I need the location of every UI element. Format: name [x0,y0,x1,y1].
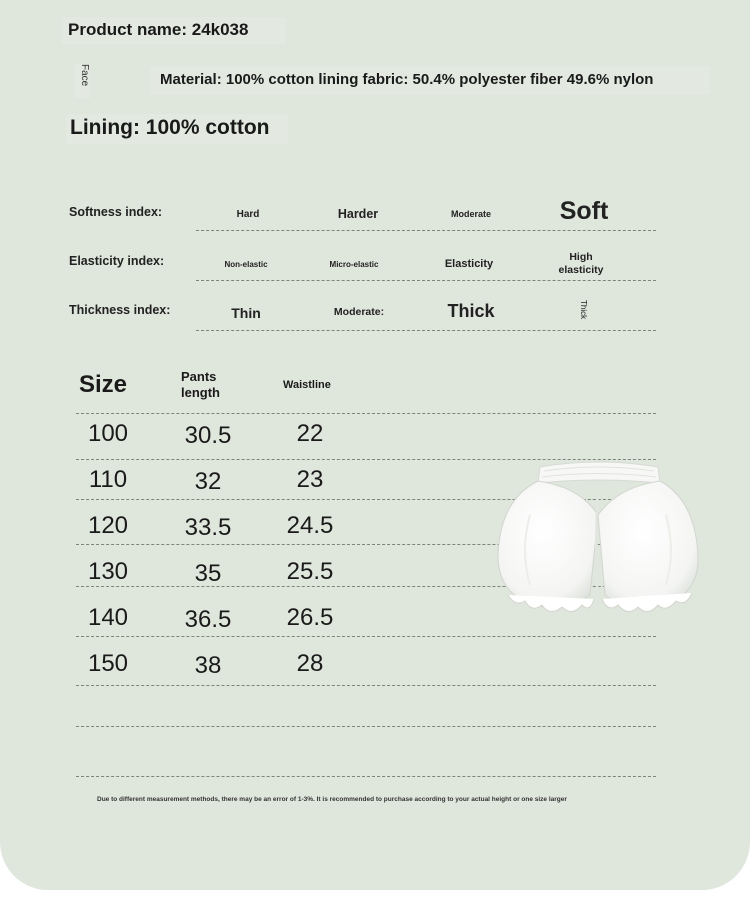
thickness-option-thick-vertical: Thick [579,300,588,320]
cell-size: 150 [87,650,129,677]
cell-pants-length: 30.5 [184,422,232,449]
softness-option-hard: Hard [236,209,260,220]
cell-waistline: 23 [296,466,324,493]
material-text: Material: 100% cotton lining fabric: 50.4% polyester fiber 49.6% nylon [150,66,710,95]
elasticity-option-micro-elastic: Micro-elastic [329,260,379,269]
softness-option-soft: Soft [559,197,609,225]
table-divider [76,685,656,686]
measurement-note: Due to different measurement methods, there may be an error of 1-3%. It is recommended to purchase according to your actual height or one size larger [97,796,567,803]
cell-waistline: 22 [296,420,324,447]
thickness-option-thick: Thick [447,301,495,321]
divider [196,330,656,331]
table-divider [76,726,656,727]
cell-waistline: 24.5 [286,512,334,539]
cell-waistline: 26.5 [286,604,334,631]
softness-option-moderate: Moderate [450,209,491,219]
softness-option-harder: Harder [337,207,379,221]
elasticity-option-elasticity: Elasticity [444,258,494,270]
face-label: Face [74,64,90,98]
table-divider [76,776,656,777]
header-pants-length: Pants length [181,369,220,400]
elasticity-option-non-elastic: Non-elastic [224,260,268,269]
bloomer-shorts-image [490,455,705,630]
header-waistline: Waistline [283,379,331,391]
cell-pants-length: 35 [194,560,222,587]
elasticity-label: Elasticity index: [69,254,165,268]
product-name: Product name: 24k038 [62,17,286,44]
cell-pants-length: 36.5 [184,606,232,633]
cell-size: 100 [87,420,129,447]
header-size: Size [79,371,128,398]
thickness-option-thin: Thin [231,305,261,321]
cell-size: 110 [88,466,128,493]
lining-text: Lining: 100% cotton [66,114,288,144]
cell-waistline: 25.5 [286,558,334,585]
divider [196,230,656,231]
cell-size: 120 [87,512,129,539]
table-divider [76,636,656,637]
cell-pants-length: 38 [194,652,222,679]
cell-size: 140 [87,604,129,631]
thickness-label: Thickness index: [69,303,171,317]
elasticity-option-high-elasticity: High elasticity [558,251,604,276]
thickness-option-moderate: Moderate: [333,306,385,318]
softness-label: Softness index: [69,205,163,219]
divider [196,280,656,281]
table-divider [76,413,656,414]
cell-size: 130 [87,558,129,585]
cell-pants-length: 33.5 [184,514,232,541]
cell-pants-length: 32 [194,468,222,495]
cell-waistline: 28 [296,650,324,677]
